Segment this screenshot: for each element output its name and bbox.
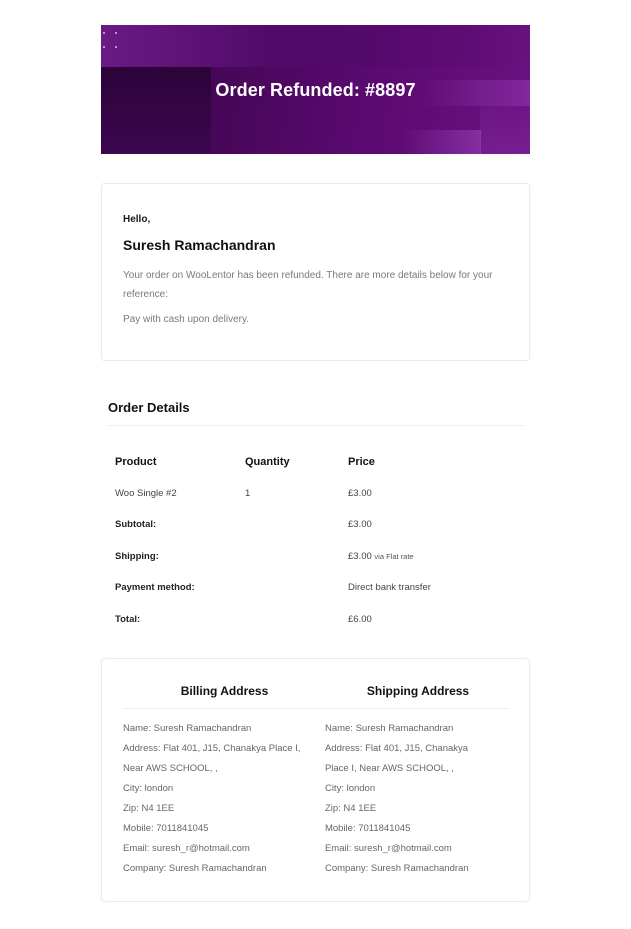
shipping-cell [348, 541, 524, 573]
order-details-title: Order Details [108, 400, 524, 426]
product-name: Woo Single #2 [115, 487, 177, 499]
banner-decoration [101, 25, 530, 67]
greeting-card [101, 183, 530, 361]
product-quantity: 1 [245, 487, 251, 499]
header-banner [101, 25, 530, 154]
shipping-name: Name: Suresh Ramachandran [324, 723, 454, 734]
email-container [101, 25, 530, 874]
shipping-email: Email: suresh_r@hotmail.com [324, 843, 452, 854]
order-details-section [108, 400, 524, 635]
total-row [108, 604, 524, 636]
billing-company: Company: Suresh Ramachandran [123, 863, 267, 874]
banner-decoration [401, 130, 481, 154]
billing-mobile: Mobile: 7011841045 [123, 823, 209, 834]
subtotal-label: Subtotal: [115, 519, 157, 531]
dot-decoration-icon [115, 32, 117, 34]
shipping-method-note: via Flat rate [374, 551, 414, 561]
product-price: £3.00 [348, 487, 372, 499]
shipping-zip: Zip: N4 1EE [324, 803, 377, 814]
billing-address-title: Billing Address [180, 684, 269, 698]
page-title: Order Refunded: #8897 [215, 80, 416, 100]
subtotal-value: £3.00 [348, 519, 372, 531]
billing-zip: Zip: N4 1EE [123, 803, 175, 814]
billing-address [123, 719, 325, 879]
shipping-mobile: Mobile: 7011841045 [324, 823, 411, 834]
shipping-label: Shipping: [115, 550, 159, 562]
address-headings [123, 684, 510, 709]
dot-decoration-icon [115, 46, 117, 48]
shipping-address-line1: Address: Flat 401, J15, Chanakya [324, 743, 469, 754]
total-value: £6.00 [348, 613, 372, 625]
column-header-quantity: Quantity [245, 455, 290, 468]
billing-name: Name: Suresh Ramachandran [123, 723, 252, 734]
table-header-row [108, 446, 524, 478]
shipping-company: Company: Suresh Ramachandran [324, 863, 469, 874]
column-header-product: Product [115, 455, 157, 468]
shipping-value: £3.00 [348, 550, 372, 562]
subtotal-row [108, 509, 524, 541]
billing-email: Email: suresh_r@hotmail.com [123, 843, 250, 854]
billing-city: City: london [123, 783, 174, 794]
refund-message: Your order on WooLentor has been refunded. There are more details below for your reference: [123, 270, 493, 300]
customer-name: Suresh Ramachandran [123, 237, 276, 253]
order-table [108, 446, 524, 635]
column-header-price: Price [348, 455, 375, 468]
dot-decoration-icon [103, 32, 105, 34]
shipping-address-line2: Place I, Near AWS SCHOOL, , [324, 763, 454, 774]
greeting-hello: Hello, [123, 214, 151, 225]
payment-method-label: Payment method: [115, 582, 195, 594]
payment-note: Pay with cash upon delivery. [123, 314, 249, 325]
banner-decoration [480, 106, 530, 154]
billing-address-line2: Near AWS SCHOOL, , [123, 763, 218, 774]
shipping-row [108, 541, 524, 573]
shipping-address-title: Shipping Address [366, 684, 470, 698]
billing-address-line1: Address: Flat 401, J15, Chanakya Place I, [123, 743, 301, 754]
addresses-card [101, 658, 530, 902]
total-label: Total: [115, 613, 141, 625]
payment-method-value: Direct bank transfer [348, 582, 431, 594]
dot-decoration-icon [103, 46, 105, 48]
payment-method-row [108, 572, 524, 604]
shipping-address [325, 719, 508, 879]
shipping-city: City: london [324, 783, 376, 794]
table-row [108, 478, 524, 510]
